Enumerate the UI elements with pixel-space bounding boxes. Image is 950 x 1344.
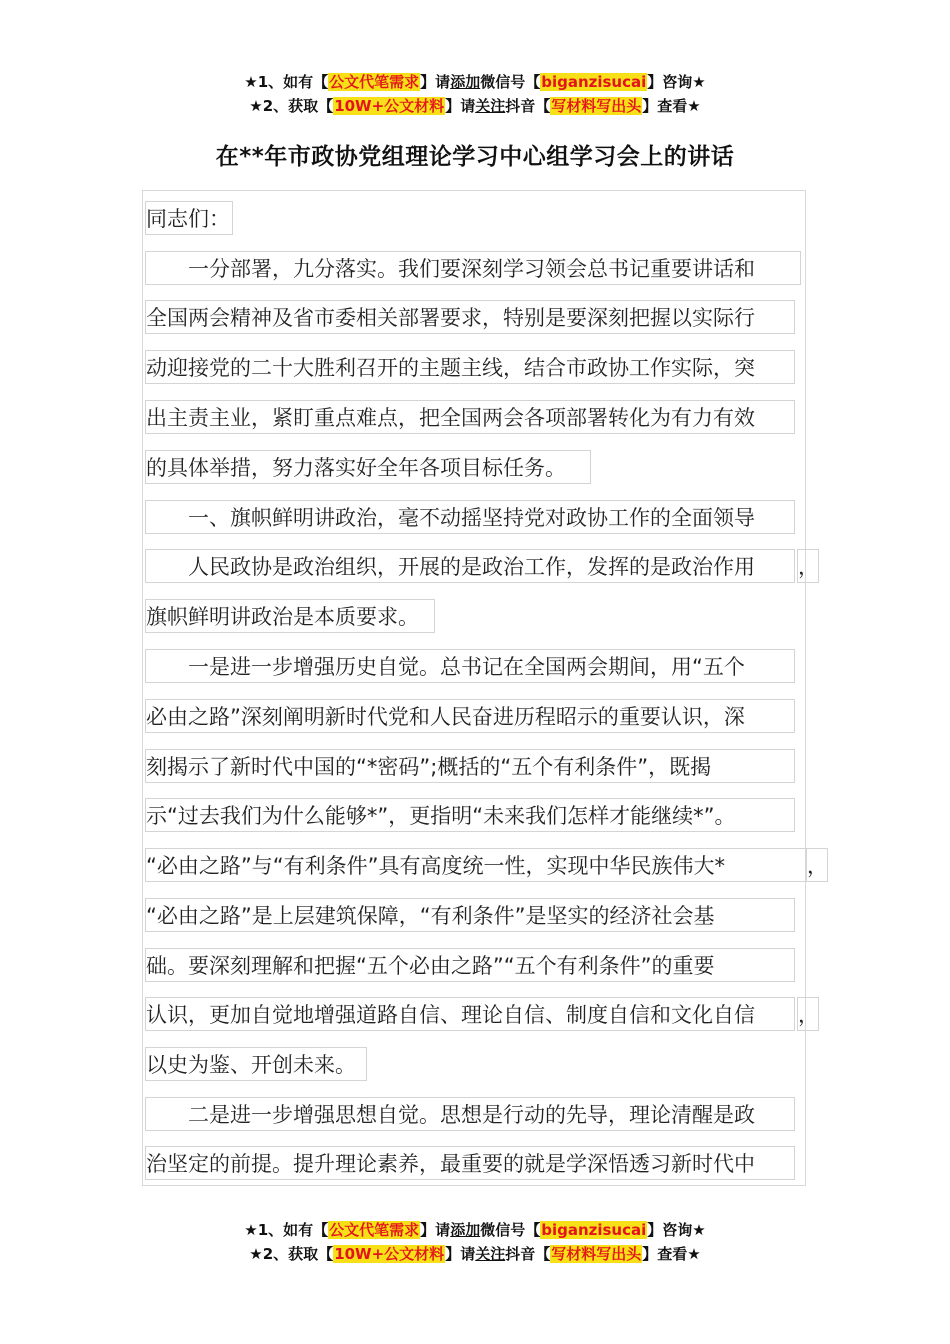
promo-emphasis: 关注 (475, 1245, 506, 1263)
promo-text: 抖音【 (505, 1245, 551, 1263)
line-tail-punctuation: ， (797, 549, 819, 583)
promo-text: 】咨询★ (647, 73, 706, 91)
promo-wechat-id: biganzisucai (541, 1221, 647, 1239)
promo-highlight: 公文代笔需求 (329, 73, 420, 91)
promo-text: ★1、如有【 (244, 1221, 329, 1239)
promo-emphasis: 添加 (450, 73, 481, 91)
text-line: 治坚定的前提。提升理论素养，最重要的就是学深悟透习新时代中 (145, 1146, 795, 1180)
text-line: 全国两会精神及省市委相关部署要求，特别是要深刻把握以实际行 (145, 300, 795, 334)
promo-text: 】咨询★ (647, 1221, 706, 1239)
text-line: “必由之路”是上层建筑保障，“有利条件”是坚实的经济社会基 (145, 898, 795, 932)
text-line: 一是进一步增强历史自觉。总书记在全国两会期间，用“五个 (145, 649, 795, 683)
document-page-frame (142, 190, 806, 1186)
promo-text: 】请 (445, 97, 476, 115)
text-line: 础。要深刻理解和把握“五个必由之路”“五个有利条件”的重要 (145, 948, 795, 982)
promo-text: 】查看★ (642, 97, 701, 115)
promo-text: 】请 (445, 1245, 476, 1263)
promo-douyin-id: 写材料写出头 (551, 1245, 642, 1263)
text-line: 以史为鉴、开创未来。 (145, 1047, 367, 1081)
promo-text: 】请 (420, 1221, 451, 1239)
promo-highlight: 公文代笔需求 (329, 1221, 420, 1239)
promo-text: 微信号【 (480, 1221, 541, 1239)
salutation: 同志们： (145, 201, 233, 235)
promo-banner-bottom (0, 1218, 950, 1266)
promo-highlight: 10W+公文材料 (334, 1245, 445, 1263)
promo-text: 微信号【 (480, 73, 541, 91)
text-line: 动迎接党的二十大胜利召开的主题主线，结合市政协工作实际，突 (145, 350, 795, 384)
promo-line-2 (0, 1242, 950, 1266)
text-line: 二是进一步增强思想自觉。思想是行动的先导，理论清醒是政 (145, 1097, 795, 1131)
promo-line-1 (0, 1218, 950, 1242)
text-line: 认识，更加自觉地增强道路自信、理论自信、制度自信和文化自信 (145, 997, 795, 1031)
promo-text: 抖音【 (505, 97, 551, 115)
promo-text: 】请 (420, 73, 451, 91)
promo-banner-top (0, 70, 950, 118)
text-line: “必由之路”与“有利条件”具有高度统一性，实现中华民族伟大* (145, 848, 807, 882)
promo-text: 】查看★ (642, 1245, 701, 1263)
section-heading: 一、旗帜鲜明讲政治，毫不动摇坚持党对政协工作的全面领导 (145, 500, 795, 534)
text-line: 刻揭示了新时代中国的“*密码”;概括的“五个有利条件”，既揭 (145, 749, 795, 783)
text-line: 必由之路”深刻阐明新时代党和人民奋进历程昭示的重要认识，深 (145, 699, 795, 733)
text-line: 的具体举措，努力落实好全年各项目标任务。 (145, 450, 591, 484)
text-line: 旗帜鲜明讲政治是本质要求。 (145, 599, 435, 633)
document-title: 在**年市政协党组理论学习中心组学习会上的讲话 (215, 144, 735, 170)
promo-emphasis: 添加 (450, 1221, 481, 1239)
text-line: 人民政协是政治组织，开展的是政治工作，发挥的是政治作用 (145, 549, 795, 583)
text-line: 示“过去我们为什么能够*”，更指明“未来我们怎样才能继续*”。 (145, 798, 795, 832)
promo-line-1 (0, 70, 950, 94)
line-tail-punctuation: ， (797, 997, 819, 1031)
promo-text: ★2、获取【 (249, 97, 334, 115)
text-line: 出主责主业，紧盯重点难点，把全国两会各项部署转化为有力有效 (145, 400, 795, 434)
promo-text: ★2、获取【 (249, 1245, 334, 1263)
promo-emphasis: 关注 (475, 97, 506, 115)
promo-line-2 (0, 94, 950, 118)
promo-wechat-id: biganzisucai (541, 73, 647, 91)
promo-douyin-id: 写材料写出头 (551, 97, 642, 115)
promo-text: ★1、如有【 (244, 73, 329, 91)
text-line: 一分部署，九分落实。我们要深刻学习领会总书记重要讲话和 (145, 251, 801, 285)
promo-highlight: 10W+公文材料 (334, 97, 445, 115)
line-tail-punctuation: ， (806, 848, 828, 882)
